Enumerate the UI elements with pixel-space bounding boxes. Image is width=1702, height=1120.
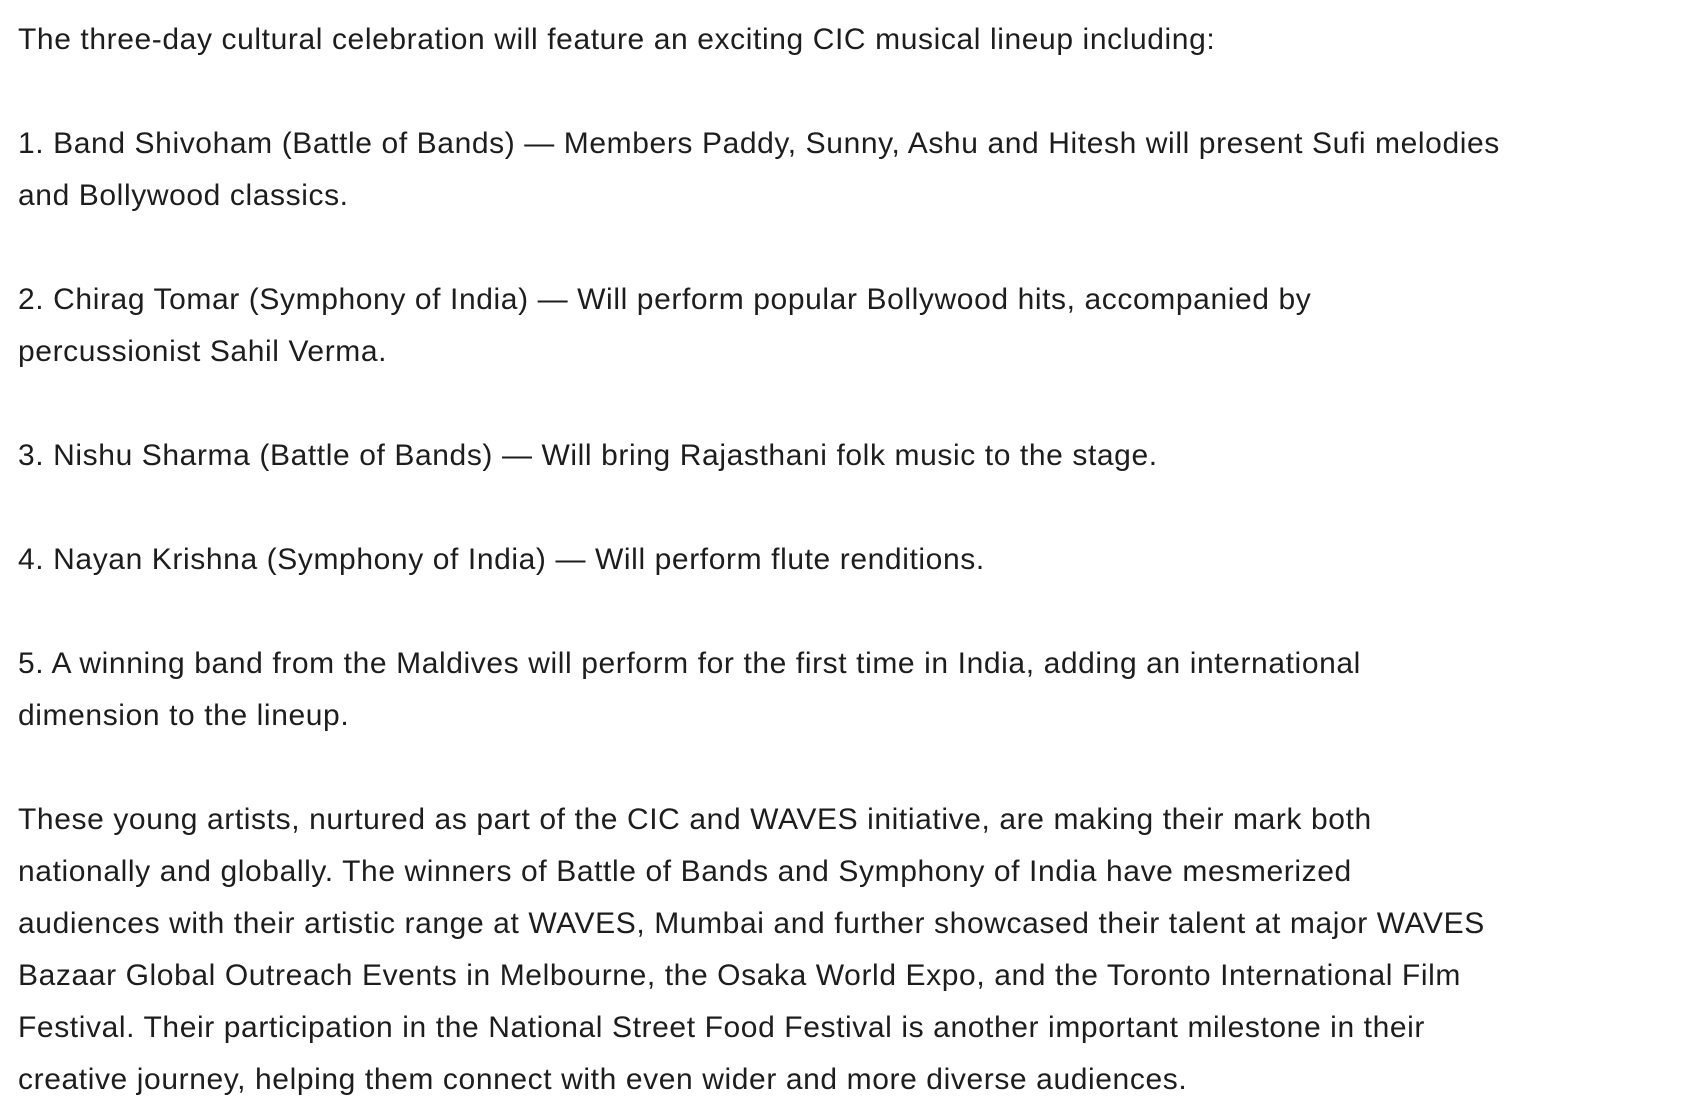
text-line: The three-day cultural celebration will feature an exciting CIC musical lineup including: [18, 23, 1216, 56]
text-line: 3. Nishu Sharma (Battle of Bands) — Will bring Rajasthani folk music to the stage. [18, 439, 1158, 472]
text-line: 4. Nayan Krishna (Symphony of India) — Will perform flute renditions. [18, 543, 985, 576]
closing-paragraph [18, 794, 1686, 1106]
text-line: nationally and globally. The winners of Battle of Bands and Symphony of India have mesmerized [18, 855, 1352, 888]
text-line: Bazaar Global Outreach Events in Melbourne, the Osaka World Expo, and the Toronto International Film [18, 959, 1461, 992]
lineup-item-4 [18, 534, 1686, 586]
lineup-item-5 [18, 638, 1686, 742]
lineup-item-3 [18, 430, 1686, 482]
text-line: 2. Chirag Tomar (Symphony of India) — Will perform popular Bollywood hits, accompanied by [18, 283, 1312, 316]
text-line: 1. Band Shivoham (Battle of Bands) — Members Paddy, Sunny, Ashu and Hitesh will present Sufi melodies [18, 127, 1500, 160]
text-line: dimension to the lineup. [18, 699, 350, 732]
text-line: and Bollywood classics. [18, 179, 349, 212]
text-line: These young artists, nurtured as part of the CIC and WAVES initiative, are making their mark both [18, 803, 1372, 836]
text-line: percussionist Sahil Verma. [18, 335, 388, 368]
text-line: Festival. Their participation in the National Street Food Festival is another important milestone in their [18, 1011, 1426, 1044]
intro-paragraph [18, 14, 1686, 66]
text-line: 5. A winning band from the Maldives will perform for the first time in India, adding an international [18, 647, 1361, 680]
text-line: creative journey, helping them connect with even wider and more diverse audiences. [18, 1063, 1188, 1096]
lineup-item-2 [18, 274, 1686, 378]
text-line: audiences with their artistic range at WAVES, Mumbai and further showcased their talent at major WAVES [18, 907, 1485, 940]
lineup-item-1 [18, 118, 1686, 222]
